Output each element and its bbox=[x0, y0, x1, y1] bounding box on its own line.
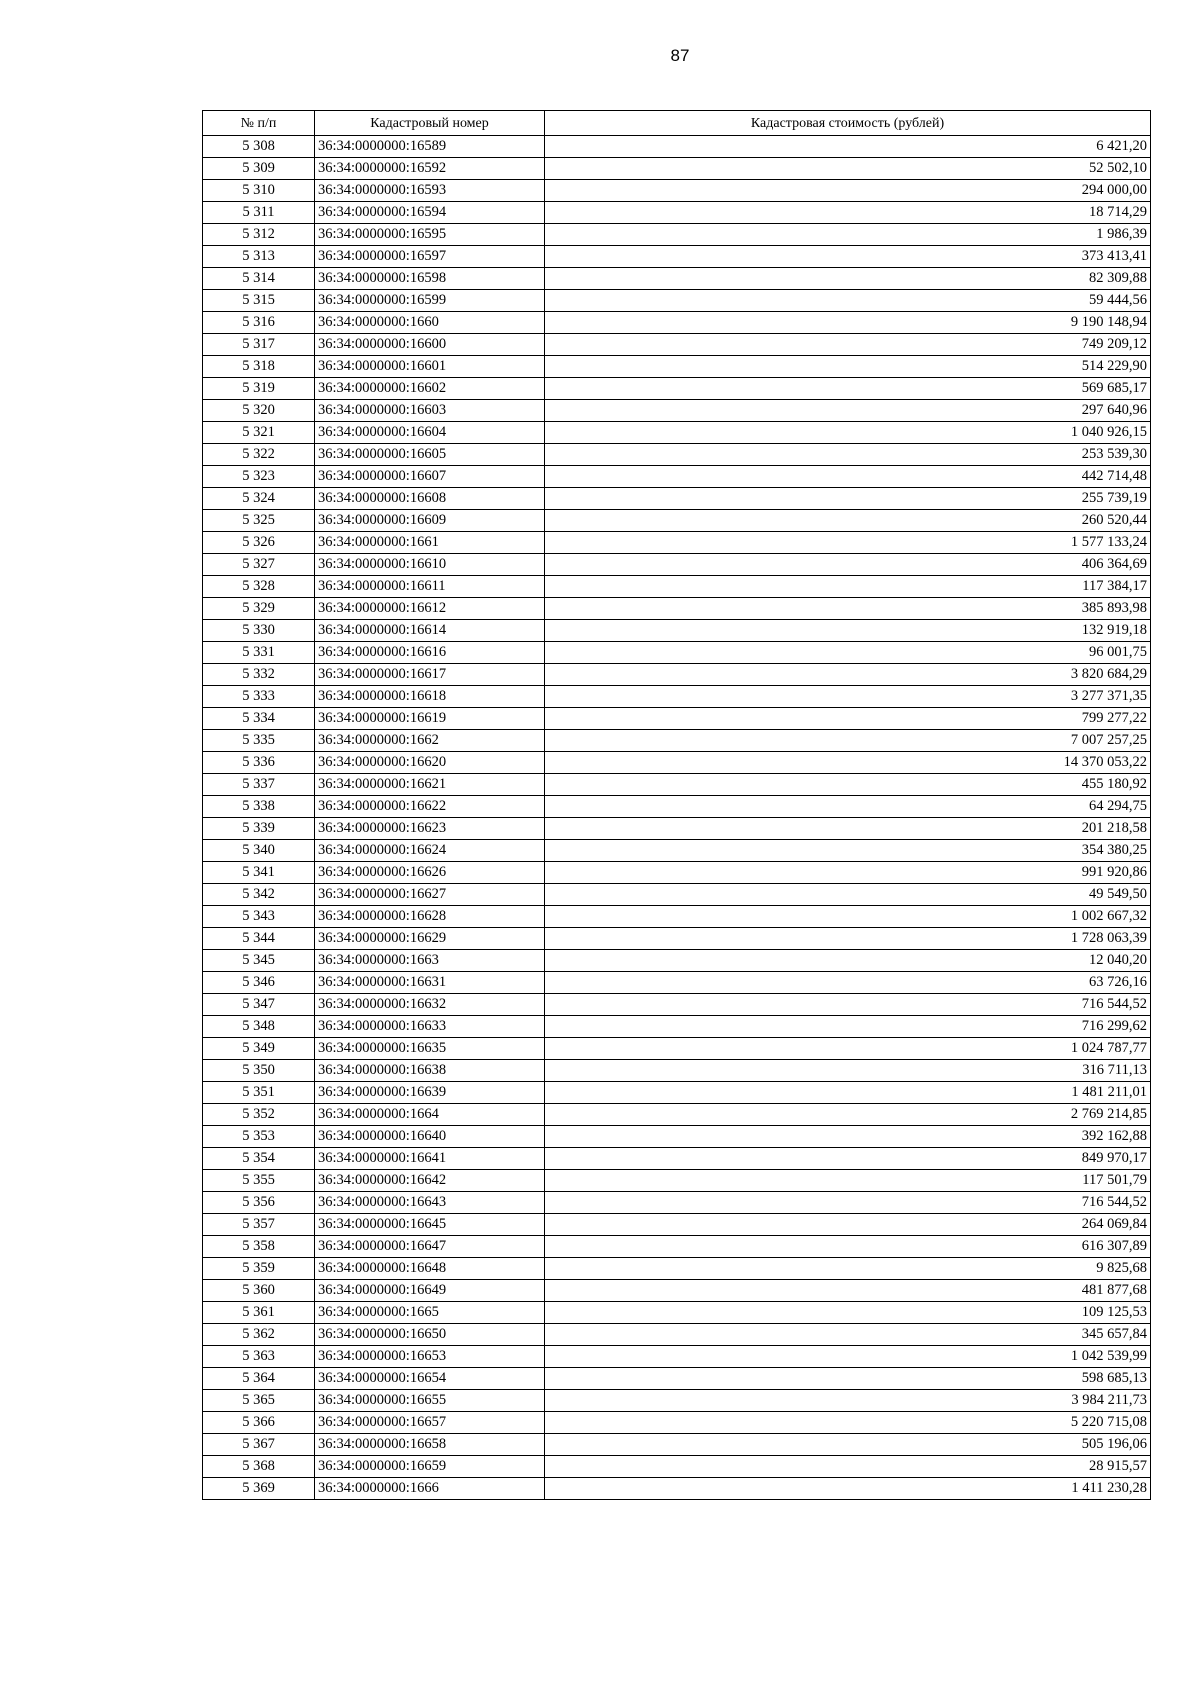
row-number-cell: 5 328 bbox=[203, 576, 315, 598]
cadastral-number-cell: 36:34:0000000:16609 bbox=[315, 510, 545, 532]
cadastral-number-cell: 36:34:0000000:16624 bbox=[315, 840, 545, 862]
row-number-cell: 5 317 bbox=[203, 334, 315, 356]
page-number: 87 bbox=[670, 46, 690, 65]
table-row bbox=[203, 180, 1151, 202]
cadastral-value-cell: 1 986,39 bbox=[545, 224, 1151, 246]
table-row bbox=[203, 1016, 1151, 1038]
cadastral-value-cell: 598 685,13 bbox=[545, 1368, 1151, 1390]
row-number-cell: 5 366 bbox=[203, 1412, 315, 1434]
cadastral-value-cell: 616 307,89 bbox=[545, 1236, 1151, 1258]
cadastral-number-cell: 36:34:0000000:16657 bbox=[315, 1412, 545, 1434]
cadastral-number-cell: 36:34:0000000:16648 bbox=[315, 1258, 545, 1280]
cadastral-value-cell: 505 196,06 bbox=[545, 1434, 1151, 1456]
cadastral-number-cell: 36:34:0000000:16650 bbox=[315, 1324, 545, 1346]
cadastral-value-cell: 294 000,00 bbox=[545, 180, 1151, 202]
table-row bbox=[203, 290, 1151, 312]
row-number-cell: 5 330 bbox=[203, 620, 315, 642]
cadastral-number-cell: 36:34:0000000:16629 bbox=[315, 928, 545, 950]
cadastral-number-cell: 36:34:0000000:1665 bbox=[315, 1302, 545, 1324]
table-row bbox=[203, 246, 1151, 268]
row-number-cell: 5 315 bbox=[203, 290, 315, 312]
cadastral-value-cell: 1 042 539,99 bbox=[545, 1346, 1151, 1368]
row-number-cell: 5 362 bbox=[203, 1324, 315, 1346]
row-number-cell: 5 311 bbox=[203, 202, 315, 224]
cadastral-value-cell: 297 640,96 bbox=[545, 400, 1151, 422]
row-number-cell: 5 332 bbox=[203, 664, 315, 686]
row-number-cell: 5 368 bbox=[203, 1456, 315, 1478]
row-number-cell: 5 331 bbox=[203, 642, 315, 664]
cadastral-number-cell: 36:34:0000000:16658 bbox=[315, 1434, 545, 1456]
table-row bbox=[203, 202, 1151, 224]
cadastral-number-cell: 36:34:0000000:16628 bbox=[315, 906, 545, 928]
cadastral-number-cell: 36:34:0000000:16642 bbox=[315, 1170, 545, 1192]
table-row bbox=[203, 1324, 1151, 1346]
cadastral-number-cell: 36:34:0000000:16641 bbox=[315, 1148, 545, 1170]
cadastral-number-cell: 36:34:0000000:1666 bbox=[315, 1478, 545, 1500]
table-row bbox=[203, 994, 1151, 1016]
cadastral-number-cell: 36:34:0000000:16649 bbox=[315, 1280, 545, 1302]
cadastral-number-cell: 36:34:0000000:16626 bbox=[315, 862, 545, 884]
cadastral-number-cell: 36:34:0000000:16622 bbox=[315, 796, 545, 818]
row-number-cell: 5 320 bbox=[203, 400, 315, 422]
cadastral-value-cell: 514 229,90 bbox=[545, 356, 1151, 378]
row-number-cell: 5 367 bbox=[203, 1434, 315, 1456]
row-number-cell: 5 354 bbox=[203, 1148, 315, 1170]
cadastral-value-cell: 3 984 211,73 bbox=[545, 1390, 1151, 1412]
cadastral-number-cell: 36:34:0000000:16631 bbox=[315, 972, 545, 994]
row-number-cell: 5 335 bbox=[203, 730, 315, 752]
row-number-cell: 5 342 bbox=[203, 884, 315, 906]
cadastral-number-cell: 36:34:0000000:1661 bbox=[315, 532, 545, 554]
row-number-cell: 5 321 bbox=[203, 422, 315, 444]
cadastral-value-cell: 109 125,53 bbox=[545, 1302, 1151, 1324]
cadastral-value-cell: 6 421,20 bbox=[545, 136, 1151, 158]
row-number-cell: 5 340 bbox=[203, 840, 315, 862]
table-row bbox=[203, 532, 1151, 554]
cadastral-value-cell: 28 915,57 bbox=[545, 1456, 1151, 1478]
row-number-cell: 5 309 bbox=[203, 158, 315, 180]
cadastral-value-cell: 63 726,16 bbox=[545, 972, 1151, 994]
row-number-cell: 5 357 bbox=[203, 1214, 315, 1236]
cadastral-value-cell: 1 040 926,15 bbox=[545, 422, 1151, 444]
table-row bbox=[203, 488, 1151, 510]
cadastral-number-cell: 36:34:0000000:16599 bbox=[315, 290, 545, 312]
table-row bbox=[203, 1390, 1151, 1412]
row-number-cell: 5 351 bbox=[203, 1082, 315, 1104]
row-number-cell: 5 355 bbox=[203, 1170, 315, 1192]
cadastral-number-cell: 36:34:0000000:16589 bbox=[315, 136, 545, 158]
cadastral-number-cell: 36:34:0000000:16618 bbox=[315, 686, 545, 708]
table-row bbox=[203, 1214, 1151, 1236]
cadastral-value-cell: 569 685,17 bbox=[545, 378, 1151, 400]
cadastral-number-cell: 36:34:0000000:16597 bbox=[315, 246, 545, 268]
cadastral-value-cell: 12 040,20 bbox=[545, 950, 1151, 972]
table-row bbox=[203, 708, 1151, 730]
cadastral-number-cell: 36:34:0000000:16612 bbox=[315, 598, 545, 620]
row-number-cell: 5 343 bbox=[203, 906, 315, 928]
cadastral-number-cell: 36:34:0000000:16639 bbox=[315, 1082, 545, 1104]
cadastral-value-cell: 1 481 211,01 bbox=[545, 1082, 1151, 1104]
table-row bbox=[203, 1104, 1151, 1126]
cadastral-value-cell: 2 769 214,85 bbox=[545, 1104, 1151, 1126]
row-number-cell: 5 347 bbox=[203, 994, 315, 1016]
cadastral-number-cell: 36:34:0000000:1662 bbox=[315, 730, 545, 752]
cadastral-value-cell: 1 577 133,24 bbox=[545, 532, 1151, 554]
row-number-cell: 5 359 bbox=[203, 1258, 315, 1280]
row-number-cell: 5 369 bbox=[203, 1478, 315, 1500]
cadastral-value-cell: 96 001,75 bbox=[545, 642, 1151, 664]
row-number-cell: 5 333 bbox=[203, 686, 315, 708]
row-number-cell: 5 356 bbox=[203, 1192, 315, 1214]
table-row bbox=[203, 620, 1151, 642]
cadastral-number-cell: 36:34:0000000:16627 bbox=[315, 884, 545, 906]
table-row bbox=[203, 774, 1151, 796]
cadastral-number-cell: 36:34:0000000:16620 bbox=[315, 752, 545, 774]
table-row bbox=[203, 972, 1151, 994]
table-row bbox=[203, 642, 1151, 664]
cadastral-value-cell: 799 277,22 bbox=[545, 708, 1151, 730]
cadastral-number-cell: 36:34:0000000:16602 bbox=[315, 378, 545, 400]
table-row bbox=[203, 1258, 1151, 1280]
table-row bbox=[203, 752, 1151, 774]
cadastral-number-cell: 36:34:0000000:16621 bbox=[315, 774, 545, 796]
cadastral-value-cell: 1 411 230,28 bbox=[545, 1478, 1151, 1500]
row-number-cell: 5 329 bbox=[203, 598, 315, 620]
table-row bbox=[203, 1280, 1151, 1302]
row-number-cell: 5 327 bbox=[203, 554, 315, 576]
row-number-cell: 5 364 bbox=[203, 1368, 315, 1390]
cadastral-value-cell: 1 728 063,39 bbox=[545, 928, 1151, 950]
cadastral-number-cell: 36:34:0000000:16616 bbox=[315, 642, 545, 664]
cadastral-number-cell: 36:34:0000000:16601 bbox=[315, 356, 545, 378]
cadastral-number-cell: 36:34:0000000:16605 bbox=[315, 444, 545, 466]
table-row bbox=[203, 1302, 1151, 1324]
table-row bbox=[203, 576, 1151, 598]
row-number-cell: 5 323 bbox=[203, 466, 315, 488]
table-row bbox=[203, 466, 1151, 488]
cadastral-value-cell: 201 218,58 bbox=[545, 818, 1151, 840]
cadastral-number-cell: 36:34:0000000:16617 bbox=[315, 664, 545, 686]
table-row bbox=[203, 840, 1151, 862]
cadastral-number-cell: 36:34:0000000:16647 bbox=[315, 1236, 545, 1258]
cadastral-value-cell: 59 444,56 bbox=[545, 290, 1151, 312]
table-row bbox=[203, 136, 1151, 158]
row-number-cell: 5 346 bbox=[203, 972, 315, 994]
column-header-row-number: № п/п bbox=[203, 111, 315, 136]
row-number-cell: 5 336 bbox=[203, 752, 315, 774]
cadastral-value-cell: 253 539,30 bbox=[545, 444, 1151, 466]
cadastral-number-cell: 36:34:0000000:1663 bbox=[315, 950, 545, 972]
table-row bbox=[203, 686, 1151, 708]
cadastral-number-cell: 36:34:0000000:16604 bbox=[315, 422, 545, 444]
row-number-cell: 5 358 bbox=[203, 1236, 315, 1258]
cadastral-number-cell: 36:34:0000000:16645 bbox=[315, 1214, 545, 1236]
row-number-cell: 5 325 bbox=[203, 510, 315, 532]
cadastral-number-cell: 36:34:0000000:16598 bbox=[315, 268, 545, 290]
table-row bbox=[203, 1126, 1151, 1148]
table-row bbox=[203, 598, 1151, 620]
cadastral-value-cell: 716 299,62 bbox=[545, 1016, 1151, 1038]
cadastral-value-cell: 117 501,79 bbox=[545, 1170, 1151, 1192]
cadastral-value-table bbox=[202, 110, 1151, 1500]
table-row bbox=[203, 554, 1151, 576]
row-number-cell: 5 341 bbox=[203, 862, 315, 884]
table-row bbox=[203, 664, 1151, 686]
row-number-cell: 5 322 bbox=[203, 444, 315, 466]
table-row bbox=[203, 1170, 1151, 1192]
table-row bbox=[203, 378, 1151, 400]
cadastral-value-cell: 1 024 787,77 bbox=[545, 1038, 1151, 1060]
table-row bbox=[203, 1148, 1151, 1170]
cadastral-value-cell: 392 162,88 bbox=[545, 1126, 1151, 1148]
table-row bbox=[203, 158, 1151, 180]
cadastral-number-cell: 36:34:0000000:16593 bbox=[315, 180, 545, 202]
cadastral-value-cell: 132 919,18 bbox=[545, 620, 1151, 642]
column-header-cadastral-number: Кадастровый номер bbox=[315, 111, 545, 136]
row-number-cell: 5 316 bbox=[203, 312, 315, 334]
row-number-cell: 5 334 bbox=[203, 708, 315, 730]
table-row bbox=[203, 730, 1151, 752]
cadastral-value-cell: 316 711,13 bbox=[545, 1060, 1151, 1082]
row-number-cell: 5 348 bbox=[203, 1016, 315, 1038]
cadastral-value-cell: 9 190 148,94 bbox=[545, 312, 1151, 334]
cadastral-value-cell: 49 549,50 bbox=[545, 884, 1151, 906]
row-number-cell: 5 310 bbox=[203, 180, 315, 202]
cadastral-number-cell: 36:34:0000000:16655 bbox=[315, 1390, 545, 1412]
cadastral-number-cell: 36:34:0000000:1664 bbox=[315, 1104, 545, 1126]
row-number-cell: 5 337 bbox=[203, 774, 315, 796]
cadastral-number-cell: 36:34:0000000:16643 bbox=[315, 1192, 545, 1214]
table-row bbox=[203, 268, 1151, 290]
cadastral-value-cell: 455 180,92 bbox=[545, 774, 1151, 796]
table-row bbox=[203, 1346, 1151, 1368]
table-row bbox=[203, 928, 1151, 950]
table-row bbox=[203, 1368, 1151, 1390]
table-row bbox=[203, 818, 1151, 840]
cadastral-value-cell: 991 920,86 bbox=[545, 862, 1151, 884]
cadastral-number-cell: 36:34:0000000:16632 bbox=[315, 994, 545, 1016]
row-number-cell: 5 326 bbox=[203, 532, 315, 554]
table-header-row bbox=[203, 111, 1151, 136]
cadastral-number-cell: 36:34:0000000:16654 bbox=[315, 1368, 545, 1390]
row-number-cell: 5 314 bbox=[203, 268, 315, 290]
cadastral-number-cell: 36:34:0000000:16640 bbox=[315, 1126, 545, 1148]
table-row bbox=[203, 1434, 1151, 1456]
table-row bbox=[203, 796, 1151, 818]
table-row bbox=[203, 224, 1151, 246]
row-number-cell: 5 363 bbox=[203, 1346, 315, 1368]
table-row bbox=[203, 906, 1151, 928]
cadastral-number-cell: 36:34:0000000:16633 bbox=[315, 1016, 545, 1038]
cadastral-number-cell: 36:34:0000000:16592 bbox=[315, 158, 545, 180]
cadastral-value-cell: 255 739,19 bbox=[545, 488, 1151, 510]
row-number-cell: 5 360 bbox=[203, 1280, 315, 1302]
row-number-cell: 5 338 bbox=[203, 796, 315, 818]
row-number-cell: 5 353 bbox=[203, 1126, 315, 1148]
cadastral-value-cell: 3 820 684,29 bbox=[545, 664, 1151, 686]
cadastral-number-cell: 36:34:0000000:16595 bbox=[315, 224, 545, 246]
table-row bbox=[203, 510, 1151, 532]
row-number-cell: 5 350 bbox=[203, 1060, 315, 1082]
table-row bbox=[203, 1192, 1151, 1214]
column-header-cadastral-value: Кадастровая стоимость (рублей) bbox=[545, 111, 1151, 136]
cadastral-value-cell: 716 544,52 bbox=[545, 1192, 1151, 1214]
cadastral-number-cell: 36:34:0000000:16638 bbox=[315, 1060, 545, 1082]
table-row bbox=[203, 1060, 1151, 1082]
table-row bbox=[203, 1236, 1151, 1258]
cadastral-value-cell: 1 002 667,32 bbox=[545, 906, 1151, 928]
cadastral-number-cell: 36:34:0000000:16603 bbox=[315, 400, 545, 422]
table-row bbox=[203, 1038, 1151, 1060]
cadastral-value-cell: 9 825,68 bbox=[545, 1258, 1151, 1280]
cadastral-value-cell: 442 714,48 bbox=[545, 466, 1151, 488]
cadastral-value-cell: 354 380,25 bbox=[545, 840, 1151, 862]
cadastral-value-cell: 264 069,84 bbox=[545, 1214, 1151, 1236]
cadastral-number-cell: 36:34:0000000:16623 bbox=[315, 818, 545, 840]
cadastral-number-cell: 36:34:0000000:16611 bbox=[315, 576, 545, 598]
row-number-cell: 5 349 bbox=[203, 1038, 315, 1060]
table-row bbox=[203, 422, 1151, 444]
cadastral-value-cell: 749 209,12 bbox=[545, 334, 1151, 356]
table-row bbox=[203, 400, 1151, 422]
cadastral-number-cell: 36:34:0000000:16653 bbox=[315, 1346, 545, 1368]
cadastral-value-cell: 385 893,98 bbox=[545, 598, 1151, 620]
cadastral-number-cell: 36:34:0000000:16594 bbox=[315, 202, 545, 224]
table-row bbox=[203, 950, 1151, 972]
cadastral-number-cell: 36:34:0000000:16659 bbox=[315, 1456, 545, 1478]
row-number-cell: 5 339 bbox=[203, 818, 315, 840]
table-row bbox=[203, 1456, 1151, 1478]
row-number-cell: 5 313 bbox=[203, 246, 315, 268]
cadastral-value-cell: 52 502,10 bbox=[545, 158, 1151, 180]
cadastral-value-cell: 7 007 257,25 bbox=[545, 730, 1151, 752]
cadastral-value-cell: 117 384,17 bbox=[545, 576, 1151, 598]
cadastral-number-cell: 36:34:0000000:16635 bbox=[315, 1038, 545, 1060]
cadastral-number-cell: 36:34:0000000:16607 bbox=[315, 466, 545, 488]
row-number-cell: 5 324 bbox=[203, 488, 315, 510]
table-body bbox=[203, 136, 1151, 1500]
table-row bbox=[203, 312, 1151, 334]
cadastral-value-cell: 64 294,75 bbox=[545, 796, 1151, 818]
row-number-cell: 5 308 bbox=[203, 136, 315, 158]
table-row bbox=[203, 1082, 1151, 1104]
cadastral-value-cell: 82 309,88 bbox=[545, 268, 1151, 290]
row-number-cell: 5 361 bbox=[203, 1302, 315, 1324]
cadastral-number-cell: 36:34:0000000:16619 bbox=[315, 708, 545, 730]
table-row bbox=[203, 356, 1151, 378]
row-number-cell: 5 365 bbox=[203, 1390, 315, 1412]
cadastral-value-cell: 5 220 715,08 bbox=[545, 1412, 1151, 1434]
table-row bbox=[203, 334, 1151, 356]
cadastral-number-cell: 36:34:0000000:16614 bbox=[315, 620, 545, 642]
cadastral-value-cell: 345 657,84 bbox=[545, 1324, 1151, 1346]
cadastral-value-cell: 18 714,29 bbox=[545, 202, 1151, 224]
cadastral-value-cell: 3 277 371,35 bbox=[545, 686, 1151, 708]
table-row bbox=[203, 1478, 1151, 1500]
cadastral-value-cell: 14 370 053,22 bbox=[545, 752, 1151, 774]
table-row bbox=[203, 884, 1151, 906]
cadastral-number-cell: 36:34:0000000:16610 bbox=[315, 554, 545, 576]
row-number-cell: 5 352 bbox=[203, 1104, 315, 1126]
cadastral-number-cell: 36:34:0000000:1660 bbox=[315, 312, 545, 334]
cadastral-value-cell: 406 364,69 bbox=[545, 554, 1151, 576]
cadastral-value-cell: 481 877,68 bbox=[545, 1280, 1151, 1302]
row-number-cell: 5 344 bbox=[203, 928, 315, 950]
cadastral-number-cell: 36:34:0000000:16608 bbox=[315, 488, 545, 510]
row-number-cell: 5 319 bbox=[203, 378, 315, 400]
table-row bbox=[203, 1412, 1151, 1434]
cadastral-number-cell: 36:34:0000000:16600 bbox=[315, 334, 545, 356]
table-row bbox=[203, 444, 1151, 466]
cadastral-value-cell: 373 413,41 bbox=[545, 246, 1151, 268]
table-row bbox=[203, 862, 1151, 884]
cadastral-value-cell: 849 970,17 bbox=[545, 1148, 1151, 1170]
cadastral-value-cell: 260 520,44 bbox=[545, 510, 1151, 532]
row-number-cell: 5 312 bbox=[203, 224, 315, 246]
row-number-cell: 5 345 bbox=[203, 950, 315, 972]
cadastral-value-cell: 716 544,52 bbox=[545, 994, 1151, 1016]
row-number-cell: 5 318 bbox=[203, 356, 315, 378]
